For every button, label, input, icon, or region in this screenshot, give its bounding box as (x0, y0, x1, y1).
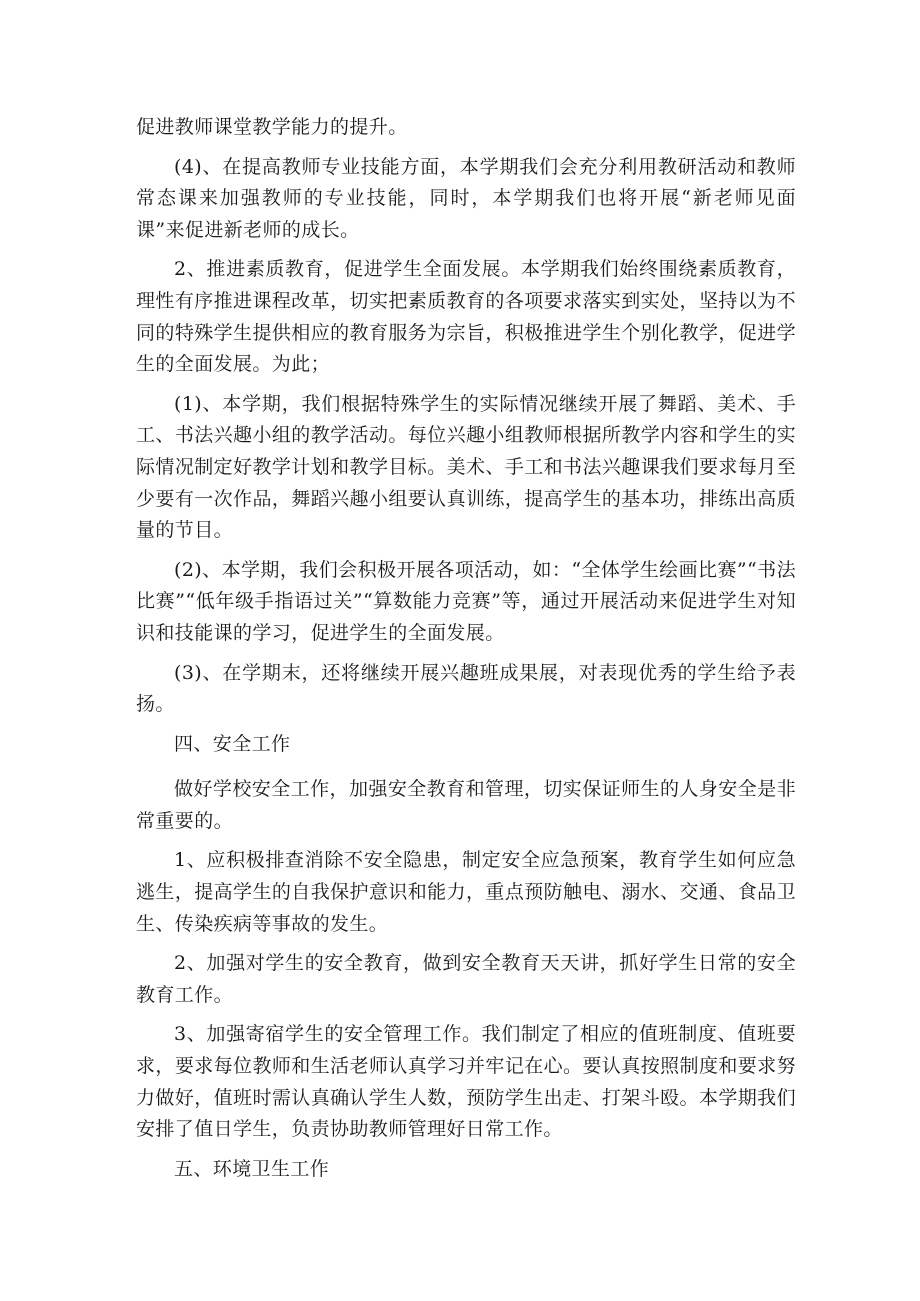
paragraph: (1)、本学期，我们根据特殊学生的实际情况继续开展了舞蹈、美术、手工、书法兴趣小组的教学活动。每位兴趣小组教师根据所教学内容和学生的实际情况制定好教学计划和教学目标。美术、手工和书法兴趣课我们要求每月至少要有一次作品，舞蹈兴趣小组要认真训练，提高学生的基本功，排练出高质量的节目。 (136, 392, 796, 542)
paragraph: (3)、在学期末，还将继续开展兴趣班成果展，对表现优秀的学生给予表扬。 (136, 661, 796, 716)
paragraph: 做好学校安全工作，加强安全教育和管理，切实保证师生的人身安全是非常重要的。 (136, 778, 796, 832)
paragraph: 2、加强对学生的安全教育，做到安全教育天天讲，抓好学生日常的安全教育工作。 (136, 952, 796, 1006)
paragraph: (2)、本学期，我们会积极开展各项活动，如：“全体学生绘画比赛”“书法比赛”“低年级手指语过关”“算数能力竞赛”等，通过开展活动来促进学生对知识和技能课的学习，促进学生的全面发展。 (136, 558, 796, 644)
paragraph: 3、加强寄宿学生的安全管理工作。我们制定了相应的值班制度、值班要求，要求每位教师和生活老师认真学习并牢记在心。要认真按照制度和要求努力做好，值班时需认真确认学生人数，预防学生出走、打架斗殴。本学期我们安排了值日学生，负责协助教师管理好日常工作。 (136, 1023, 796, 1141)
paragraph: 2、推进素质教育，促进学生全面发展。本学期我们始终围绕素质教育，理性有序推进课程改革，切实把素质教育的各项要求落实到实处，坚持以为不同的特殊学生提供相应的教育服务为宗旨，积极推进学生个别化教学，促进学生的全面发展。为此； (136, 258, 796, 376)
paragraph: 1、应积极排查消除不安全隐患，制定安全应急预案，教育学生如何应急逃生，提高学生的自我保护意识和能力，重点预防触电、溺水、交通、食品卫生、传染疾病等事故的发生。 (136, 849, 796, 935)
document-body (136, 112, 796, 1199)
paragraph: 促进教师课堂教学能力的提升。 (136, 116, 408, 138)
paragraph: (4)、在提高教师专业技能方面，本学期我们会充分利用教研活动和教师常态课来加强教师的专业技能，同时，本学期我们也将开展“新老师见面课”来促进新老师的成长。 (136, 155, 796, 241)
section-heading: 四、安全工作 (174, 732, 291, 755)
section-heading: 五、环境卫生工作 (174, 1157, 330, 1180)
